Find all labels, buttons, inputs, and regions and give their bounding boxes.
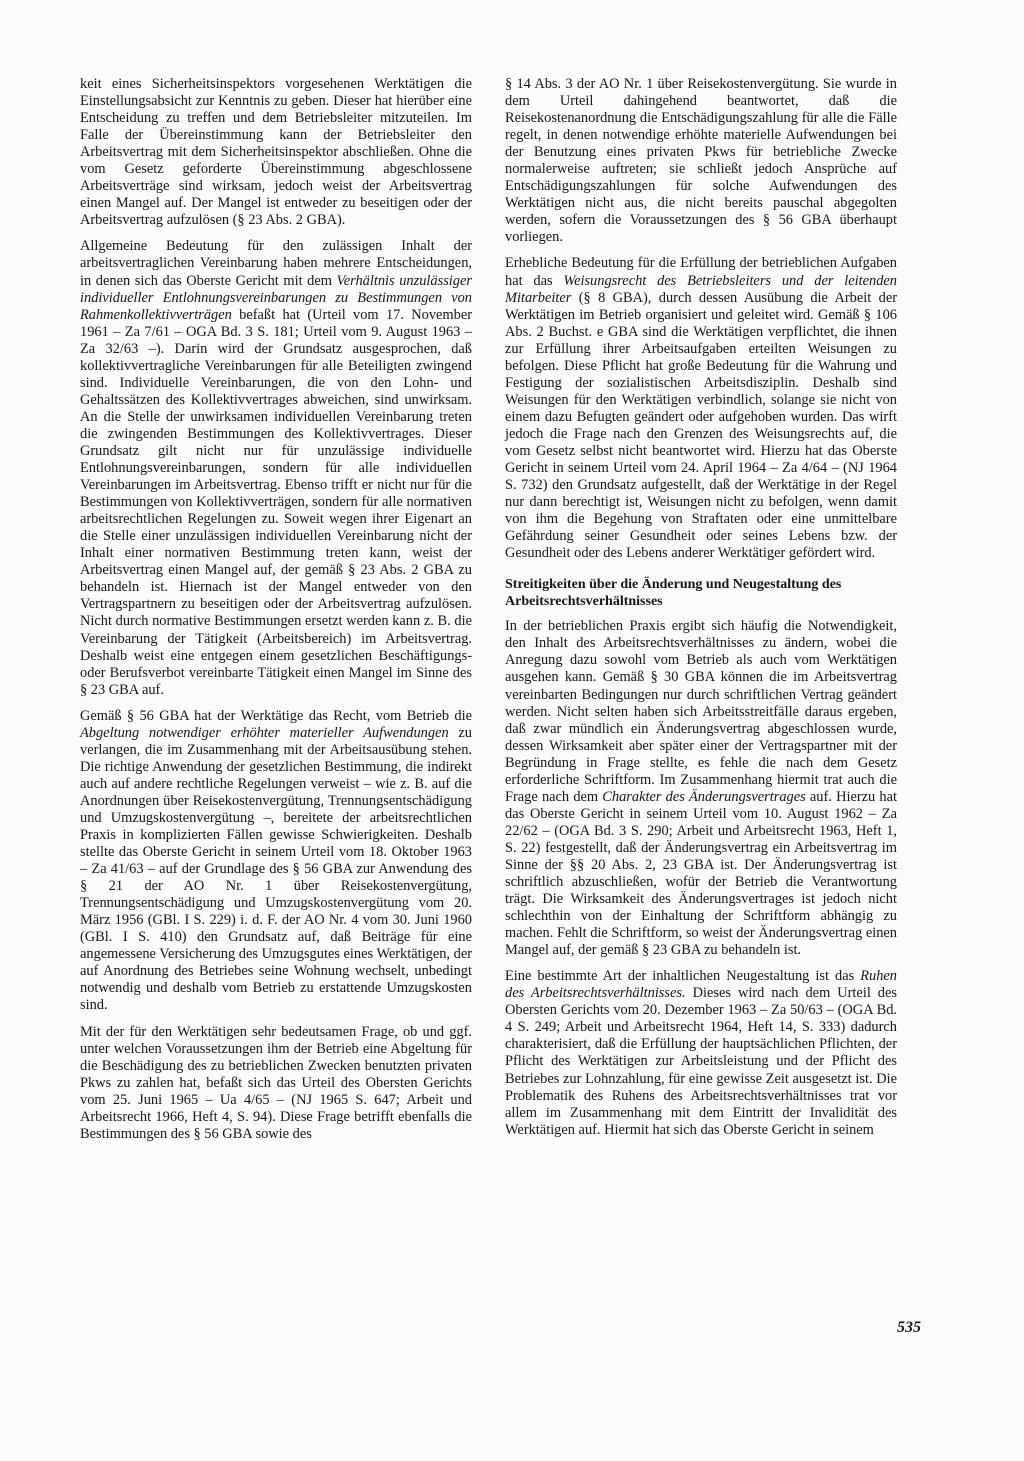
paragraph-1: [80, 76, 472, 229]
paragraph-text: befaßt hat (Urteil vom 17. November 1961 – Za 7/61 – OGA Bd. 3 S. 181; Urteil vom 9. August 1963 – Za 32/63 –). Darin wird der Grundsatz ausgesprochen, daß kollektivvertragliche Vereinbarungen für alle Beteiligten zwingend sind. Individuelle Vereinbarungen, die von den Lohn- und Gehaltssätzen des Kollektivvertrages abweichen, sind unwirksam. An die Stelle der unwirksamen individuellen Vereinbarung treten die zwingenden Bestimmungen des Kollektivvertrages. Dieser Grundsatz gilt nicht nur für unzulässige individuelle Entlohnungsvereinbarungen, sondern für alle individuellen Vereinbarungen im Arbeitsvertrag. Ebenso trifft er nicht nur für die Bestimmungen von Kollektivverträgen, sondern für alle normativen arbeitsrechtlichen Regelungen zu. Soweit wegen ihrer Eigenart an die Stelle einer unzulässigen individuellen Vereinbarung nicht der Inhalt einer normativen Bestimmung treten kann, weist der Arbeitsvertrag einen Mangel auf, der gemäß § 23 Abs. 2 GBA zu behandeln ist. Hiernach ist der Mangel entweder von den Vertragspartnern zu beseitigen oder der Arbeitsvertrag aufzulösen. Nicht durch normative Bestimmungen ersetzt werden kann z. B. die Vereinbarung der Tätigkeit (Arbeitsbereich) im Arbeitsvertrag. Deshalb weist eine entgegen einem gesetzlichen Beschäftigungs- oder Berufsverbot vereinbarte Tätigkeit einen Mangel im Sinne des § 23 GBA auf.: [80, 306, 472, 698]
section-heading: Streitigkeiten über die Änderung und Neugestaltung des Arbeitsrechtsverhältnisses: [505, 577, 842, 610]
paragraph-text: auf. Hierzu hat das Oberste Gericht in seinem Urteil vom 10. August 1962 – Za 22/62 – (OGA Bd. 3 S. 290; Arbeit und Arbeitsrecht 1963, Heft 1, S. 22) festgestellt, daß der Änderungsvertrag ein Arbeitsvertrag im Sinne der §§ 20 Abs. 2, 23 GBA ist. Der Änderungsvertrag ist schriftlich abzuschließen, wofür der Betrieb die Verantwortung trägt. Die Wirksamkeit des Änderungsvertrages ist jedoch nicht schlechthin von der Einhaltung der Schriftform abhängig zu machen. Fehlt die Schriftform, so weist der Änderungsvertrag einen Mangel auf, der gemäß § 23 GBA zu behandeln ist.: [505, 788, 897, 959]
paragraph-text: § 14 Abs. 3 der AO Nr. 1 über Reisekostenvergütung. Sie wurde in dem Urteil dahingehend beantwortet, daß die Reisekostenanordnung die Entschädigungszahlung für alle die Fälle regelt, in denen notwendige erhöhte materielle Aufwendungen bei der Benutzung eines privaten Pkws für betriebliche Zwecke normalerweise auftreten; sie schließt jedoch Ansprüche auf Entschädigungszahlungen für solche Aufwendungen des Werktätigen nicht aus, die nicht bereits pauschal abgegolten werden, sofern die Voraussetzungen des § 56 GBA überhaupt vorliegen.: [505, 76, 897, 246]
paragraph-text: Erhebliche Bedeutung für die Erfüllung der betrieblichen Aufgaben hat das: [505, 255, 897, 289]
emphasis-text: Ruhen des Arbeitsrechtsverhältnisses.: [505, 968, 897, 1002]
paragraph-text: Allgemeine Bedeutung für den zulässigen Inhalt der arbeitsvertraglichen Vereinbarung haben mehrere Entscheidungen, in denen sich das Oberste Gericht mit dem: [80, 238, 472, 289]
paragraph-text: Mit der für den Werktätigen sehr bedeutsamen Frage, ob und ggf. unter welchen Voraussetzungen ihm der Betrieb eine Abgeltung für die Beschädigung des zu betrieblichen Zwecken benutzten privaten Pkws zu zahlen hat, befaßt sich das Urteil des Obersten Gerichts vom 25. Juni 1965 – Ua 4/65 – (NJ 1965 S. 647; Arbeit und Arbeitsrecht 1966, Heft 4, S. 94). Diese Frage betrifft ebenfalls die Bestimmungen des § 56 GBA sowie des: [80, 1023, 472, 1142]
paragraph-text: Dieses wird nach dem Urteil des Obersten Gerichts vom 20. Dezember 1963 – Za 50/63 – (OGA Bd. 4 S. 249; Arbeit und Arbeitsrecht 1964, Heft 14, S. 333) dadurch charakterisiert, daß die Erfüllung der hauptsächlichen Pflichten, der Pflicht des Werktätigen zur Arbeitsleistung und der Pflicht des Betriebes zur Lohnzahlung, für eine gewisse Zeit ausgesetzt ist. Die Problematik des Ruhens des Arbeitsrechtsverhältnisses trat vor allem im Zusammenhang mit dem Eintritt der Invalidität des Werktätigen auf. Hiermit hat sich das Oberste Gericht in seinem: [505, 985, 897, 1138]
emphasis-text: Verhältnis unzulässiger individueller Entlohnungsvereinbarungen zu Bestimmungen von Rahmenkollektivverträgen: [80, 272, 472, 323]
page-number: 535: [897, 1319, 921, 1336]
paragraph-6: [505, 255, 897, 562]
paragraph-7: [505, 618, 897, 959]
paragraph-4: [80, 1024, 472, 1143]
paragraph-text: Gemäß § 56 GBA hat der Werktätige das Recht, vom Betrieb die: [80, 707, 472, 724]
emphasis-text: Weisungsrecht des Betriebsleiters und der leitenden Mitarbeiter: [505, 272, 897, 306]
paragraph-text: In der betrieblichen Praxis ergibt sich häufig die Notwendigkeit, den Inhalt des Arbeitsrechtsverhältnisses zu ändern, wobei die Anregung dazu sowohl vom Betrieb als auch vom Werktätigen ausgehen kann. Gemäß § 30 GBA können die im Arbeitsvertrag vereinbarten Bedingungen nur durch schriftlichen Vertrag geändert werden. Nicht selten haben sich Arbeitsstreitfälle daraus ergeben, daß zwar mündlich ein Änderungsvertrag abgeschlossen wurde, dessen Wirksamkeit aber später einer der Vertragspartner mit der Begründung in Frage stellte, es fehle die nach dem Gesetz erforderliche Schriftform. Im Zusammenhang hiermit trat auch die Frage nach dem: [505, 618, 897, 805]
emphasis-text: Abgeltung notwendiger erhöhter materieller Aufwendungen: [80, 724, 449, 741]
paragraph-3: [80, 708, 472, 1015]
emphasis-text: Charakter des Änderungsvertrages: [602, 788, 806, 805]
paragraph-2: [80, 238, 472, 698]
paragraph-text: (§ 8 GBA), durch dessen Ausübung die Arbeit der Werktätigen im Betrieb organisiert und geleitet wird. Gemäß § 106 Abs. 2 Buchst. e GBA sind die Werktätigen verpflichtet, die ihnen zur Erfüllung ihrer Arbeitsaufgaben erteilten Weisungen zu befolgen. Diese Pflicht hat große Bedeutung für die Wahrung und Festigung der sozialistischen Arbeitsdisziplin. Deshalb sind Weisungen für den Werktätigen verbindlich, solange sie nicht von einem dazu Befugten geändert oder aufgehoben wurden. Das wirft jedoch die Frage nach den Grenzen des Weisungsrechts auf, die vom Gesetz selbst nicht beantwortet wird. Hierzu hat das Oberste Gericht in seinem Urteil vom 24. April 1964 – Za 4/64 – (NJ 1964 S. 732) den Grundsatz aufgestellt, daß der Werktätige in der Regel nur dann berechtigt ist, Weisungen nicht zu befolgen, wenn damit von ihm die Begehung von Straftaten oder eine unmittelbare Gefährdung seiner Gesundheit oder seines Lebens bzw. der Gesundheit oder des Lebens anderer Werktätiger gefördert wird.: [505, 289, 897, 562]
paragraph-5: [505, 76, 897, 246]
paragraph-text: zu verlangen, die im Zusammenhang mit der Arbeitsausübung stehen. Die richtige Anwendung der gesetzlichen Bestimmung, die indirekt auch auf andere rechtliche Regelungen verweist – wie z. B. auf die Anordnungen über Reisekostenvergütung, Trennungsentschädigung und Umzugskostenvergütung –, bereitete der arbeitsrechtlichen Praxis in komplizierten Fällen gewisse Schwierigkeiten. Deshalb stellte das Oberste Gericht in seinem Urteil vom 18. Oktober 1963 – Za 41/63 – auf der Grundlage des § 56 GBA zur Anwendung des § 21 der AO Nr. 1 über Reisekostenvergütung, Trennungsentschädigung und Umzugskostenvergütung vom 20. März 1956 (GBl. I S. 229) i. d. F. der AO Nr. 4 vom 30. Juni 1960 (GBl. I S. 410) den Grundsatz auf, daß Beiträge für eine angemessene Versicherung des Umzugsgutes eines Werktätigen, der auf Anordnung des Betriebes seine Wohnung wechselt, unbedingt notwendig und deshalb vom Betrieb zu erstattende Umzugskosten sind.: [80, 724, 472, 1014]
right-column: [505, 76, 897, 1148]
paragraph-text: keit eines Sicherheitsinspektors vorgesehenen Werktätigen die Einstellungsabsicht zur Kenntnis zu geben. Dieser hat hierüber eine Entscheidung zu treffen und dem Betriebsleiter mitzuteilen. Im Falle der Übereinstimmung kann der Betriebsleiter den Arbeitsvertrag mit dem Sicherheitsinspektor abschließen. Ohne die vom Gesetz geforderte Übereinstimmung abgeschlossene Arbeitsverträge sind wirksam, jedoch weist der Arbeitsvertrag einen Mangel auf. Der Mangel ist entweder zu beseitigen oder der Arbeitsvertrag aufzulösen (§ 23 Abs. 2 GBA).: [80, 76, 472, 229]
paragraph-8: [505, 968, 897, 1138]
left-column: [80, 76, 472, 1152]
paragraph-text: Eine bestimmte Art der inhaltlichen Neugestaltung ist das: [505, 968, 861, 985]
